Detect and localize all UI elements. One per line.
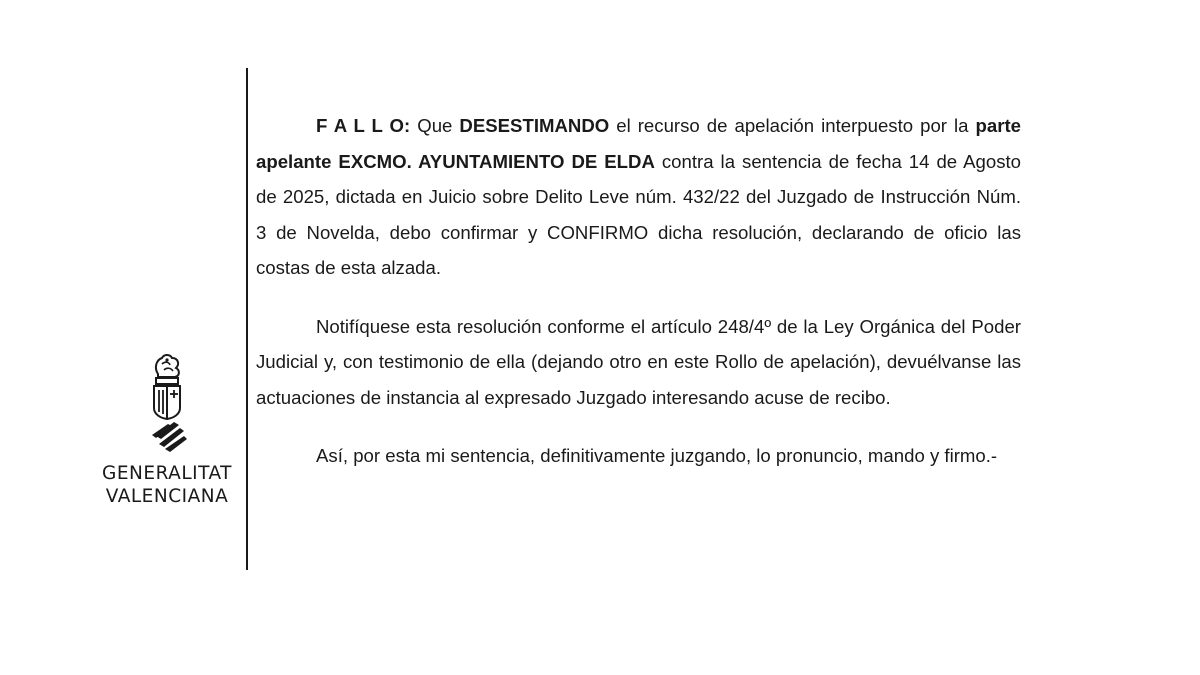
coat-of-arms-icon: [144, 352, 190, 452]
fallo-bold-2: parte apelante EXCMO. AYUNTAMIENTO DE ELDA: [256, 115, 1021, 172]
logo-name-line1: GENERALITAT: [102, 463, 232, 484]
paragraph-fallo: [256, 108, 1021, 286]
fallo-text-2: el recurso de apelación interpuesto por la: [609, 115, 976, 136]
document-body: [256, 108, 1021, 497]
fallo-bold-1: DESESTIMANDO: [459, 115, 610, 136]
margin-divider: [246, 68, 248, 570]
fallo-text-3: contra la sentencia de fecha 14 de Agosto de 2025, dictada en Juicio sobre Delito Leve núm. 432/22 del Juzgado de Instrucción Núm. 3 de Novelda, debo confirmar y CONFIRMO dicha resolución, declarando de oficio las costas de esta alzada.: [256, 150, 1022, 278]
paragraph-firma: Así, por esta mi sentencia, definitivamente juzgando, lo pronuncio, mando y firmo.-: [316, 445, 998, 466]
generalitat-logo: [92, 352, 242, 508]
logo-name: [92, 462, 242, 508]
paragraph-notificacion: Notifíquese esta resolución conforme el artículo 248/4º de la Ley Orgánica del Poder Judicial y, con testimonio de ella (dejando otro en este Rollo de apelación), devuélvanse las actuaciones de instancia al expresado Juzgado interesando acuse de recibo.: [256, 315, 1021, 408]
fallo-text-1: Que: [410, 115, 460, 136]
fallo-label: F A L L O:: [316, 115, 411, 136]
logo-name-line2: VALENCIANA: [105, 486, 229, 507]
